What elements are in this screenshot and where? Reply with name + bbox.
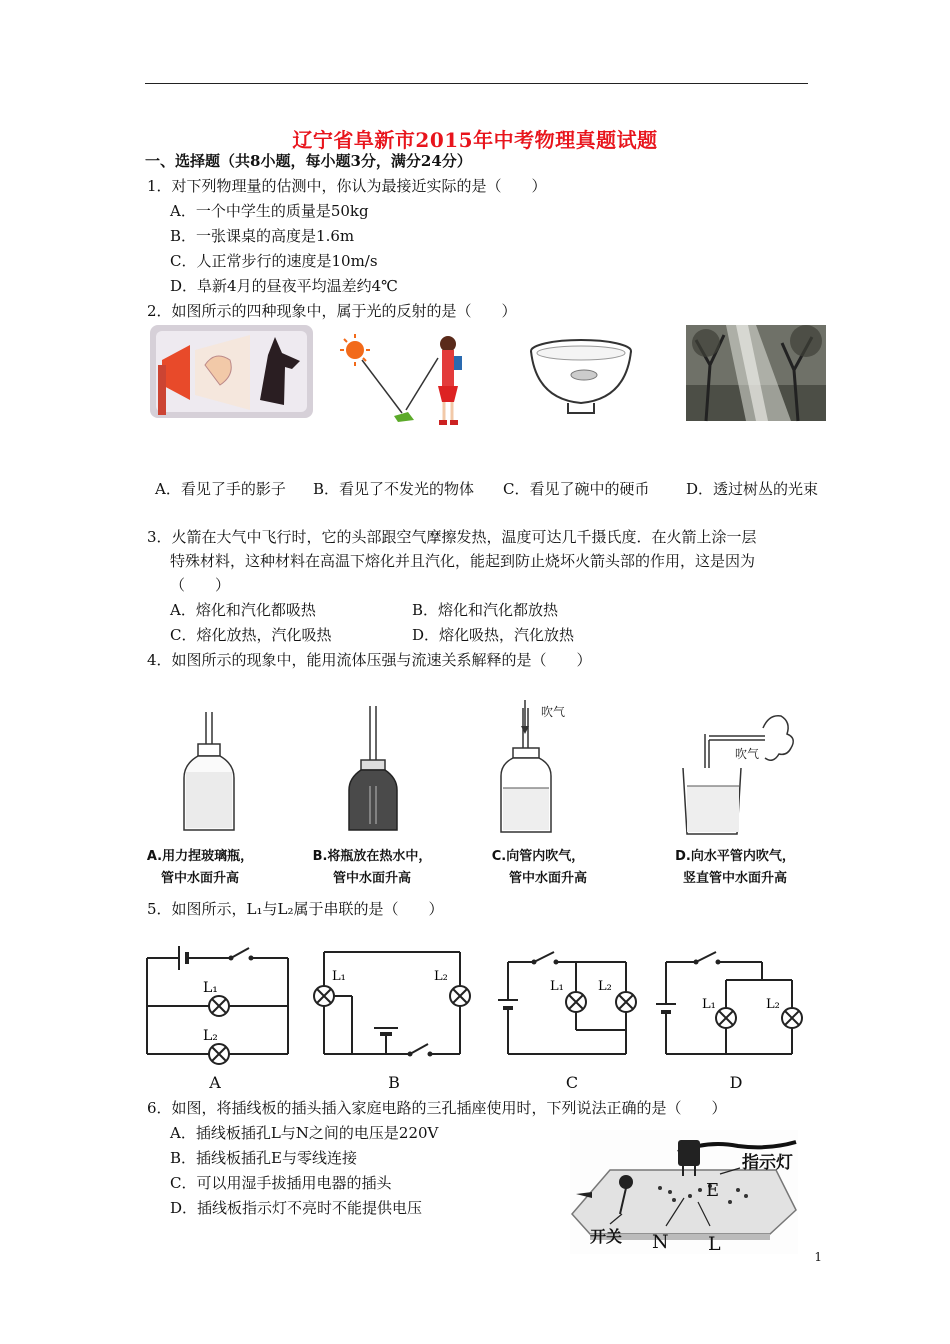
question-3-option-c: C．熔化放热，汽化吸热 xyxy=(170,626,332,644)
circuit-b-diagram xyxy=(312,950,472,1062)
caption-a-line-2: 管中水面升高 xyxy=(160,871,239,886)
switch-label: 开关 xyxy=(590,1227,623,1246)
question-2-option-c: C．看见了碗中的硬币 xyxy=(503,480,650,498)
question-2-option-a: A．看见了手的影子 xyxy=(155,480,286,498)
question-5-stem: 5．如图所示，L₁与L₂属于串联的是（ ） xyxy=(147,900,444,918)
question-3-option-d: D．熔化吸热，汽化放热 xyxy=(412,626,575,644)
circuit-a-l1-label: L₁ xyxy=(203,980,218,996)
light-beams-forest-image xyxy=(686,325,826,421)
circuit-b-label: B xyxy=(388,1073,400,1092)
page-title: 辽宁省阜新市2015年中考物理真题试题 xyxy=(292,128,658,152)
question-1-option-b: B．一张课桌的高度是1.6m xyxy=(170,227,355,245)
page-number: 1 xyxy=(814,1250,822,1264)
caption-c-line-1: C.向管内吹气， xyxy=(491,849,585,864)
question-6-option-a: A．插线板插孔L与N之间的电压是220V xyxy=(170,1124,439,1142)
sun-reflection-image xyxy=(340,330,480,430)
circuit-c-diagram xyxy=(494,950,644,1060)
indicator-light-label: 指示灯 xyxy=(742,1153,793,1173)
circuit-d-label: D xyxy=(729,1073,743,1092)
circuit-c-l2-label: L₂ xyxy=(598,979,612,994)
question-2-option-d: D．透过树丛的光束 xyxy=(686,480,819,498)
question-6-option-b: B．插线板插孔E与零线连接 xyxy=(170,1149,357,1167)
question-3-stem-line-2: 特殊材料，这种材料在高温下熔化并且汽化，能起到防止烧坏火箭头部的作用，这是因为 xyxy=(170,552,756,570)
e-socket-label: E xyxy=(706,1180,720,1201)
circuit-c-label: C xyxy=(565,1073,579,1092)
hand-shadow-image xyxy=(150,325,315,420)
bottle-blow-figure xyxy=(495,700,605,836)
circuit-d-l1-label: L₁ xyxy=(702,997,716,1012)
n-socket-label: N xyxy=(652,1231,669,1253)
question-3-option-b: B．熔化和汽化都放热 xyxy=(412,601,559,619)
question-3-stem-line-3: （ ） xyxy=(170,576,231,594)
question-1-option-d: D．阜新4月的昼夜平均温差约4℃ xyxy=(170,277,398,295)
circuit-b-l1-label: L₁ xyxy=(332,969,346,984)
question-2-stem: 2．如图所示的四种现象中，属于光的反射的是（ ） xyxy=(147,302,517,320)
caption-c-line-2: 管中水面升高 xyxy=(508,871,587,886)
header-rule xyxy=(145,83,808,84)
question-3-stem-line-1: 3．火箭在大气中飞行时，它的头部跟空气摩擦发热，温度可达几千摄氏度．在火箭上涂一层 xyxy=(147,528,757,546)
question-3-option-a: A．熔化和汽化都吸热 xyxy=(170,601,316,619)
beaker-blow-figure xyxy=(675,694,805,839)
section-heading: 一、选择题（共8小题，每小题3分，满分24分） xyxy=(145,152,472,170)
question-1-option-c: C．人正常步行的速度是10m/s xyxy=(170,252,378,270)
l-socket-label: L xyxy=(708,1233,721,1255)
blow-label-c: 吹气 xyxy=(541,705,566,719)
caption-b-line-1: B.将瓶放在热水中， xyxy=(312,849,432,864)
circuit-a-l2-label: L₂ xyxy=(203,1028,218,1044)
caption-d-line-2: 竖直管中水面升高 xyxy=(682,871,787,886)
caption-d-line-1: D.向水平管内吹气， xyxy=(675,849,795,864)
question-1-stem: 1．对下列物理量的估测中，你认为最接近实际的是（ ） xyxy=(147,177,547,195)
question-4-stem: 4．如图所示的现象中，能用流体压强与流速关系解释的是（ ） xyxy=(147,651,592,669)
question-6-option-d: D．插线板指示灯不亮时不能提供电压 xyxy=(170,1199,423,1217)
bottle-squeeze-figure xyxy=(180,712,240,834)
caption-b-line-2: 管中水面升高 xyxy=(332,871,411,886)
power-strip-image xyxy=(570,1130,798,1254)
circuit-d-diagram xyxy=(656,950,806,1060)
caption-a-line-1: A.用力捏玻璃瓶， xyxy=(146,849,254,864)
bottle-hot-water-figure xyxy=(345,706,405,834)
question-6-stem: 6．如图，将插线板的插头插入家庭电路的三孔插座使用时，下列说法正确的是（ ） xyxy=(147,1099,727,1117)
circuit-a-label: A xyxy=(209,1073,221,1092)
question-6-option-c: C．可以用湿手拔插用电器的插头 xyxy=(170,1174,392,1192)
question-1-option-a: A．一个中学生的质量是50kg xyxy=(170,202,369,220)
circuit-b-l2-label: L₂ xyxy=(434,969,448,984)
question-2-option-b: B．看见了不发光的物体 xyxy=(313,480,475,498)
circuit-c-l1-label: L₁ xyxy=(550,979,564,994)
circuit-a-diagram xyxy=(145,942,290,1068)
circuit-d-l2-label: L₂ xyxy=(766,997,780,1012)
blow-label-d: 吹气 xyxy=(735,747,760,761)
bowl-coin-image xyxy=(528,337,636,417)
